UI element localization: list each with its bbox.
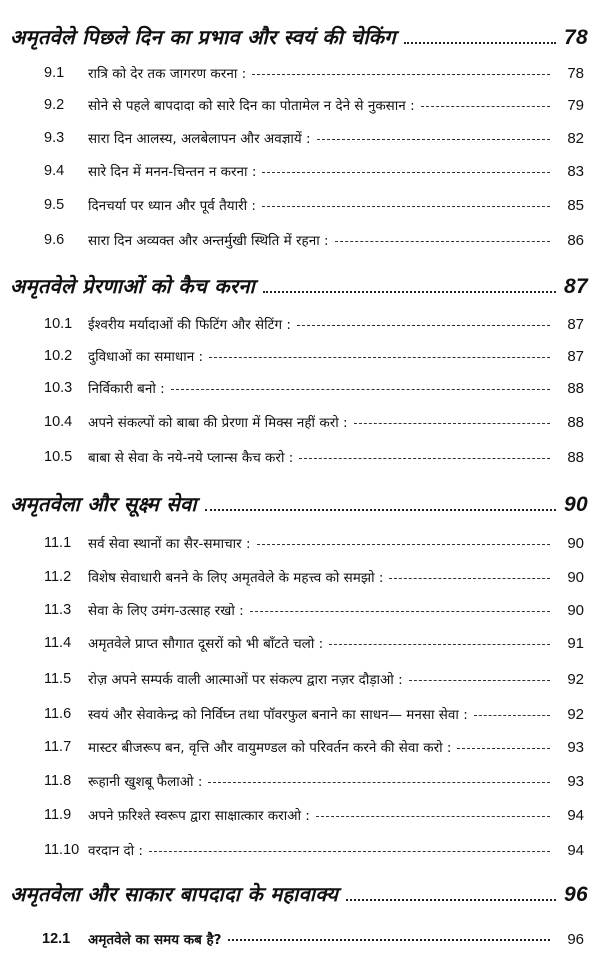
toc-entry[interactable] [0,228,584,252]
entry-title: अपने संकल्पों को बाबा की प्रेरणा में मिक्स नहीं करो : [88,415,348,431]
chapter-heading[interactable] [10,22,588,50]
dash-leader [262,172,550,173]
dash-leader [335,241,550,242]
entry-page-number: 96 [567,930,584,948]
entry-page-number: 88 [567,448,584,466]
entry-page-number: 94 [567,806,584,824]
chapter-title: अमृतवेला और सूक्ष्म सेवा [10,492,197,516]
dot-leader [205,509,556,511]
entry-page-number: 91 [567,634,584,652]
entry-title: अपने फ़रिश्ते स्वरूप द्वारा साक्षात्कार कराओ : [88,808,310,824]
dash-leader [474,715,550,716]
entry-title: सारा दिन आलस्य, अलबेलापन और अवज्ञायें : [88,131,311,147]
dash-leader [299,458,550,459]
chapter-heading[interactable] [10,879,588,907]
chapter-title: अमृतवेले पिछले दिन का प्रभाव और स्वयं की चेकिंग [10,25,396,49]
entry-title: ईश्वरीय मर्यादाओं की फिटिंग और सेटिंग : [88,317,291,333]
entry-title: रोज़ अपने सम्पर्क वाली आत्माओं पर संकल्प द्वारा नज़र दौड़ाओ : [88,672,403,688]
entry-title: सोने से पहले बापदादा को सारे दिन का पोतामेल न देने से नुकसान : [88,98,415,114]
dash-leader [250,611,550,612]
toc-entry[interactable] [0,410,584,434]
entry-number: 11.2 [44,569,72,585]
chapter-heading[interactable] [10,489,588,517]
entry-title: बाबा से सेवा के नये-नये प्लान्स कैच करो : [88,450,294,466]
dash-leader [354,423,550,424]
dash-leader [317,139,550,140]
entry-page-number: 93 [567,772,584,790]
toc-entry[interactable] [0,531,584,555]
entry-title: वरदान दो : [88,843,143,859]
dot-leader [346,899,556,901]
entry-title: विशेष सेवाधारी बनने के लिए अमृतवेले के महत्त्व को समझो : [88,570,384,586]
entry-number: 10.5 [44,449,73,465]
chapter-heading[interactable] [10,271,588,299]
toc-entry[interactable] [0,344,584,368]
entry-title: अमृतवेले प्राप्त सौगात दूसरों को भी बाँटते चलो : [88,636,324,652]
entry-title: दिनचर्या पर ध्यान और पूर्व तैयारी : [88,198,256,214]
toc-entry[interactable] [0,631,584,655]
entry-number: 11.4 [44,635,72,651]
entry-title: अमृतवेले का समय कब है? [88,932,222,948]
entry-page-number: 88 [567,413,584,431]
chapter-page-number: 96 [564,883,588,906]
entry-number: 11.3 [44,602,72,618]
chapter-page-number: 87 [564,275,588,298]
dash-leader [257,544,550,545]
toc-entry[interactable] [0,61,584,85]
dash-leader [149,851,550,852]
entry-number: 11.10 [44,842,80,858]
dash-leader [421,106,550,107]
dash-leader [208,782,550,783]
toc-entry[interactable] [0,159,584,183]
entry-page-number: 87 [567,315,584,333]
entry-number: 11.5 [44,671,72,687]
dash-leader [262,206,550,207]
entry-page-number: 90 [567,534,584,552]
entry-title: मास्टर बीजरूप बन, वृत्ति और वायुमण्डल को परिवर्तन करने की सेवा करो : [88,740,452,756]
entry-page-number: 83 [567,162,584,180]
entry-page-number: 90 [567,568,584,586]
entry-number: 11.7 [44,739,72,755]
dash-leader [409,680,550,681]
entry-page-number: 82 [567,129,584,147]
dot-leader [404,42,556,44]
entry-number: 11.8 [44,773,72,789]
entry-number: 12.1 [42,931,71,947]
entry-number: 11.9 [44,807,72,823]
dash-leader [389,578,550,579]
dash-leader [329,644,550,645]
entry-title: सारा दिन अव्यक्त और अन्तर्मुखी स्थिति में रहना : [88,233,329,249]
toc-entry[interactable] [0,838,584,862]
entry-number: 10.4 [44,414,73,430]
entry-page-number: 94 [567,841,584,859]
entry-page-number: 85 [567,196,584,214]
dash-leader [316,816,550,817]
entry-number: 9.3 [44,130,65,146]
entry-title: रूहानी खुशबू फैलाओ : [88,774,203,790]
entry-page-number: 92 [567,670,584,688]
entry-number: 9.1 [44,65,65,81]
dash-leader [228,939,550,941]
entry-title: निर्विकारी बनो : [88,381,165,397]
toc-entry[interactable] [0,667,584,691]
toc-entry[interactable] [0,376,584,400]
toc-entry[interactable] [0,565,584,589]
dash-leader [457,748,550,749]
dash-leader [209,357,550,358]
toc-entry[interactable] [0,927,584,951]
dash-leader [252,74,550,75]
toc-entry[interactable] [0,312,584,336]
entry-number: 9.2 [44,97,65,113]
entry-number: 9.5 [44,197,65,213]
entry-number: 10.3 [44,380,73,396]
dash-leader [171,389,550,390]
entry-title: सारे दिन में मनन-चिन्तन न करना : [88,164,257,180]
toc-entry[interactable] [0,126,584,150]
entry-number: 10.1 [44,316,73,332]
toc-entry[interactable] [0,193,584,217]
toc-entry[interactable] [0,769,584,793]
entry-page-number: 92 [567,705,584,723]
chapter-title: अमृतवेला और साकार बापदादा के महावाक्य [10,882,339,906]
entry-title: स्वयं और सेवाकेन्द्र को निर्विघ्न तथा पॉवरफुल बनाने का साधन— मनसा सेवा : [88,707,468,723]
chapter-title: अमृतवेले प्रेरणाओं को कैच करना [10,274,255,298]
entry-page-number: 88 [567,379,584,397]
chapter-page-number: 90 [564,493,588,516]
entry-number: 10.2 [44,348,73,364]
entry-title: सेवा के लिए उमंग-उत्साह रखो : [88,603,244,619]
toc-entry[interactable] [0,445,584,469]
entry-number: 9.6 [44,232,65,248]
chapter-page-number: 78 [564,26,588,49]
entry-title: दुविधाओं का समाधान : [88,349,204,365]
entry-page-number: 93 [567,738,584,756]
entry-title: रात्रि को देर तक जागरण करना : [88,66,247,82]
toc-entry[interactable] [0,735,584,759]
entry-number: 9.4 [44,163,65,179]
entry-page-number: 78 [567,64,584,82]
toc-entry[interactable] [0,702,584,726]
entry-number: 11.6 [44,706,72,722]
entry-number: 11.1 [44,535,72,551]
toc-entry[interactable] [0,803,584,827]
dot-leader [263,291,556,293]
entry-page-number: 87 [567,347,584,365]
toc-entry[interactable] [0,598,584,622]
entry-page-number: 86 [567,231,584,249]
entry-page-number: 90 [567,601,584,619]
entry-page-number: 79 [567,96,584,114]
entry-title: सर्व सेवा स्थानों का सैर-समाचार : [88,536,251,552]
dash-leader [297,325,550,326]
toc-entry[interactable] [0,93,584,117]
